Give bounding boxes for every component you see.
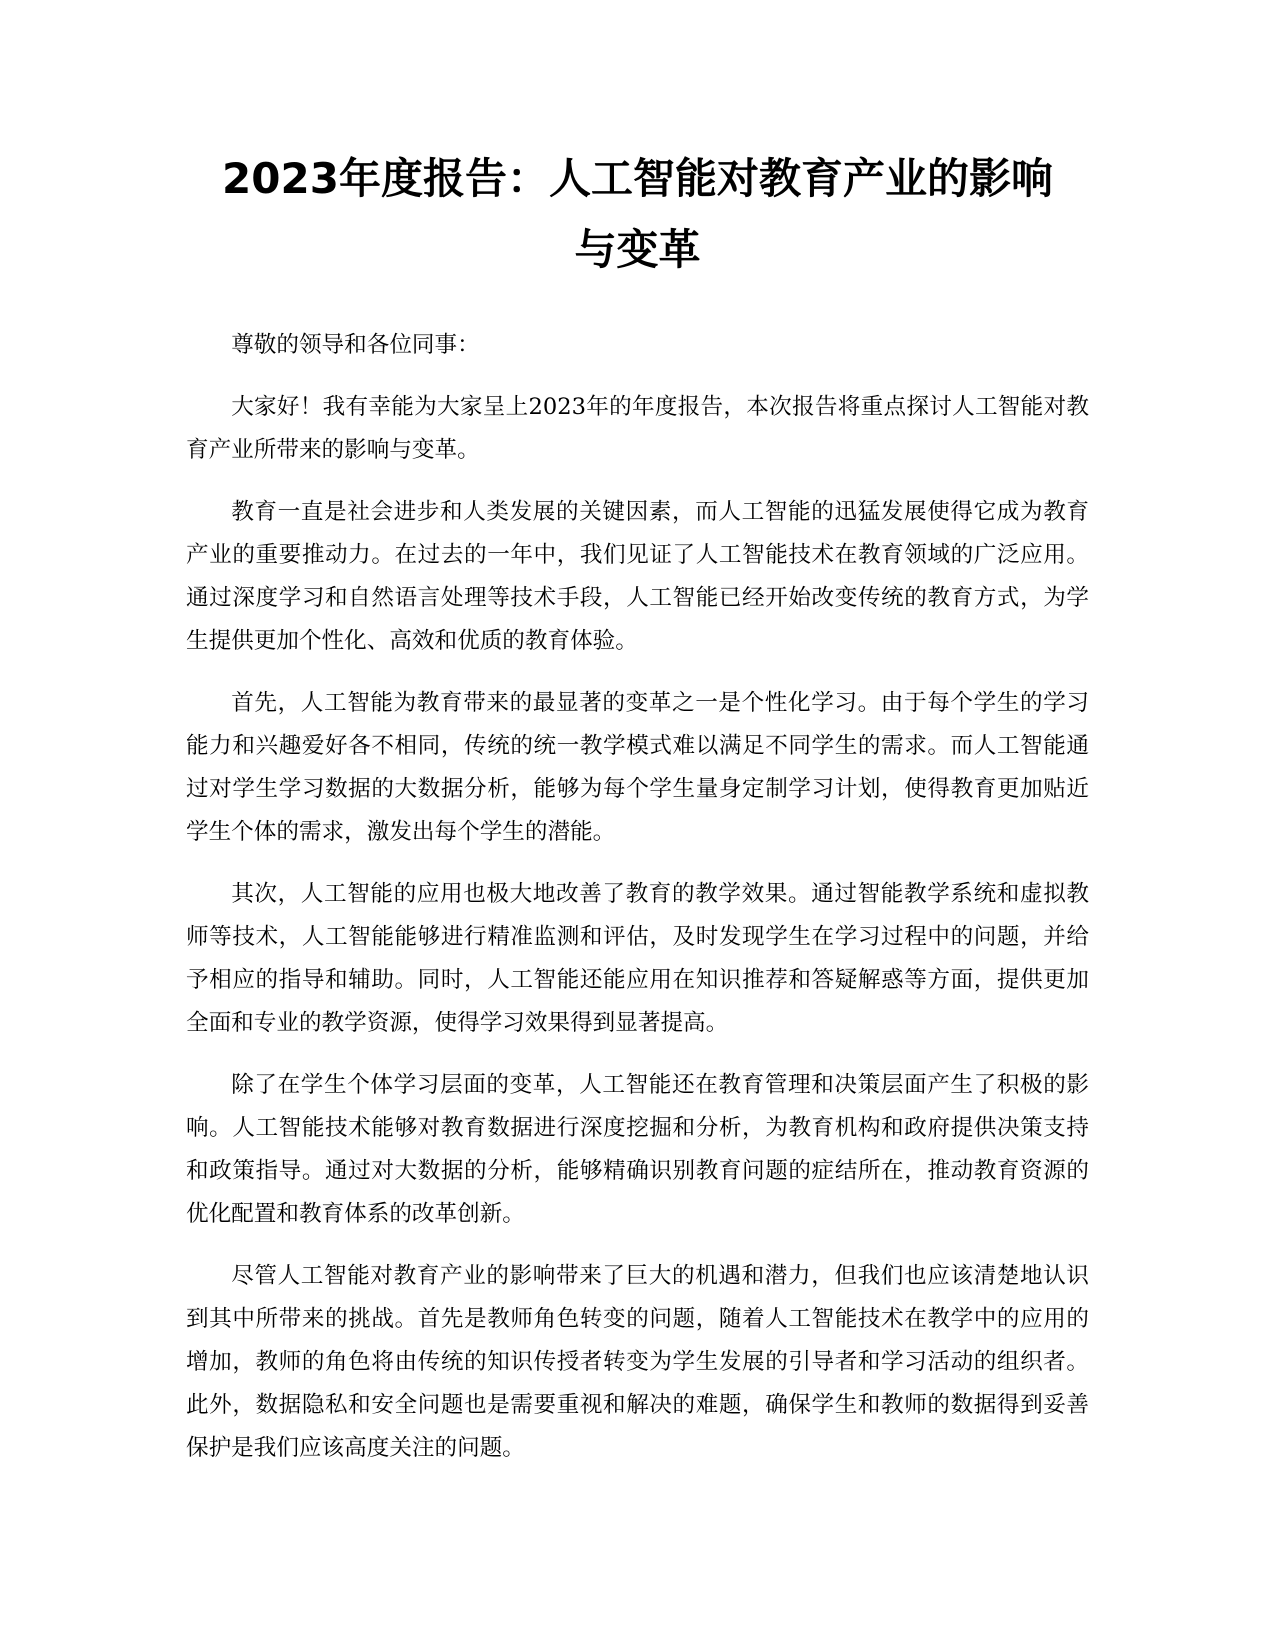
body-paragraph: 教育一直是社会进步和人类发展的关键因素，而人工智能的迅猛发展使得它成为教育产业的重要推动力。在过去的一年中，我们见证了人工智能技术在教育领域的广泛应用。通过深度学习和自然语言处理等技术手段，人工智能已经开始改变传统的教育方式，为学生提供更加个性化、高效和优质的教育体验。 [186, 499, 1089, 654]
salutation-paragraph: 尊敬的领导和各位同事： [231, 332, 480, 358]
document-title [150, 143, 1125, 285]
title-line-1: 2023年度报告：人工智能对教育产业的影响 [222, 154, 1053, 203]
body-paragraph: 大家好！我有幸能为大家呈上2023年的年度报告，本次报告将重点探讨人工智能对教育产业所带来的影响与变革。 [186, 394, 1089, 463]
document-body [186, 324, 1089, 1489]
body-paragraph: 尽管人工智能对教育产业的影响带来了巨大的机遇和潜力，但我们也应该清楚地认识到其中所带来的挑战。首先是教师角色转变的问题，随着人工智能技术在教学中的应用的增加，教师的角色将由传统的知识传授者转变为学生发展的引导者和学习活动的组织者。此外，数据隐私和安全问题也是需要重视和解决的难题，确保学生和教师的数据得到妥善保护是我们应该高度关注的问题。 [186, 1263, 1089, 1461]
title-line-2: 与变革 [574, 225, 701, 274]
body-paragraph: 除了在学生个体学习层面的变革，人工智能还在教育管理和决策层面产生了积极的影响。人工智能技术能够对教育数据进行深度挖掘和分析，为教育机构和政府提供决策支持和政策指导。通过对大数据的分析，能够精确识别教育问题的症结所在，推动教育资源的优化配置和教育体系的改革创新。 [186, 1072, 1089, 1227]
body-paragraph: 首先，人工智能为教育带来的最显著的变革之一是个性化学习。由于每个学生的学习能力和兴趣爱好各不相同，传统的统一教学模式难以满足不同学生的需求。而人工智能通过对学生学习数据的大数据分析，能够为每个学生量身定制学习计划，使得教育更加贴近学生个体的需求，激发出每个学生的潜能。 [186, 690, 1089, 845]
body-paragraph: 其次，人工智能的应用也极大地改善了教育的教学效果。通过智能教学系统和虚拟教师等技术，人工智能能够进行精准监测和评估，及时发现学生在学习过程中的问题，并给予相应的指导和辅助。同时，人工智能还能应用在知识推荐和答疑解惑等方面，提供更加全面和专业的教学资源，使得学习效果得到显著提高。 [186, 881, 1089, 1036]
